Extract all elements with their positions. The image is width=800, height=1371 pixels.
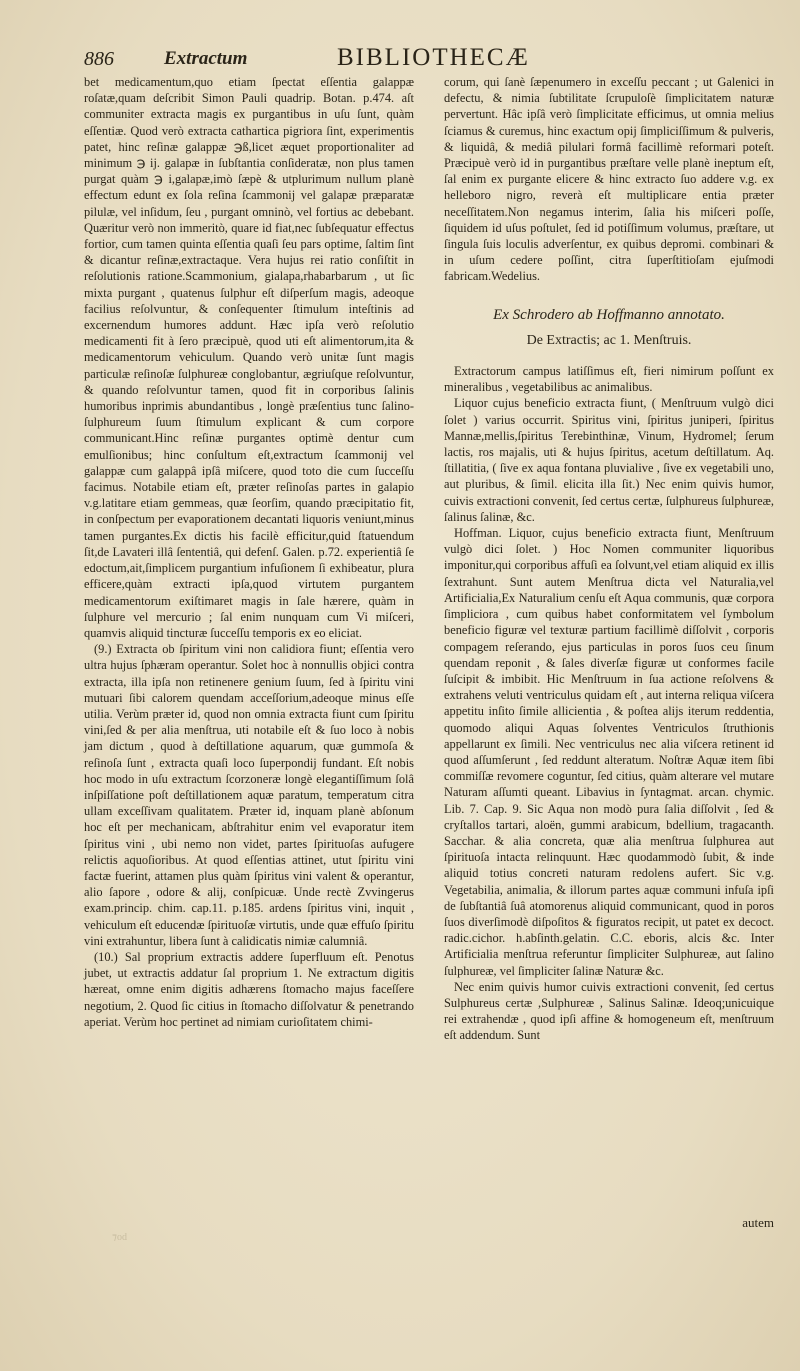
section-heading: Ex Schrodero ab Hoffmanno annotato.: [493, 306, 725, 323]
right-paragraph: Liquor cujus beneficio extracta fiunt, ( Menſtruum vulgò dici ſolet ) varius occurrit. Spiritus vini, ſpiritus juniperi, ſpiritus Mannæ,mellis,ſpiritus Terebinthinæ, Vinum, Hydromel; ſerum lactis, ros majalis, uti & hujus ſpiritus, acetum deſtillatum. Aq. ſtillatitia, ( ſive ex aqua fontana pluvialive , ſive ex vegetabili uno, aut pluribus, & ſimil. elicita illa ſit.) Nec enim quivis humor, cuivis extractioni convenit, ſed certus certæ, ſulphureus ſulphureæ, ſalinus ſalinæ, &c.: [444, 396, 774, 524]
right-column: [444, 74, 774, 1044]
section-subheading: De Extractis; ac 1. Menſtruis.: [526, 332, 692, 348]
left-paragraph: bet medicamentum,quo etiam ſpectat eſſentia galappæ roſatæ,quam deſcribit Simon Pauli quadrip. Botan. p.474. aſt communiter extracta magis ex purgantibus in uſu ſunt, quàm eſſentiæ. Quod verò extracta cathartica pigriora ſint, experimentis patet, hinc reſinæ galappæ ℈ß,licet æquet proportionaliter ad minimum ℈ ij. galapæ in ſubſtantia conſideratæ, non plus tamen purgat quàm ℈ i,galapæ,imò ſæpè & utplurimum nullum planè effectum edunt ex ſola reſina ſcammonij vel galapæ præparatæ pilulæ, vel inſidum, ſeu , purgant omninò, vel fortius ac debebant. Quæritur verò non immeritò, quare id fiat,nec ſubſequatur effectus fortior, cum tamen quinta eſſentia quaſi ſeu pars optime, ſaltim ſint & dicantur reſinæ,extractaque. Vera hujus rei ratio conſiſtit in reſolutionis ratione.Scammonium, gialapa,rhabarbarum , ut ſic mixta purgant , quatenus ſulphur eſt diſperſum magis, adeoque facilius reſolvuntur, & conſequenter ſtimulum inteſtinis ad excernendum humores addunt. Hæc ipſa verò reſolutio medicamenti fit à ſero præcipuè, quod uti eſt alimentorum,ita & medicamentorum vehiculum. Quando verò unitæ ſunt magis particulæ reſinoſæ ſulphureæ conglobantur, ægriuſque reſolvuntur, & quando reſolvuntur tamen, quod fit in corporibus ſalinis humoribus inprimis abundantibus , longè præſentius tunc ſalino-ſulphureum ſuum ſtimulum explicant & cum corpore communicant.Hinc reſinæ purgantes optimè dentur cum emulſionibus; hinc conſultum eſt,extractum ſcammonij vel galappæ cum galappâ ipſâ miſcere, quod toto die cum ſucceſſu facimus. Notabile etiam eſt, præter reſinoſas partes in galapio v.g.latitare etiam gemmeas, quæ ſeorſim, quando præcipitatio fit, in conſpectum per evaporationem decantati liquoris veniunt,minus tamen purgantes.Ex dictis his facilè efficitur,quid ſtatuendum ſit,de Lavateri illâ ſententiâ, qui defenſ. Galen. p.72. experientiâ ſe edoctum,ait,ſimplicem purgantium infuſionem ſi exhibeatur, plura efficere,quàm extracti ipſa,quod virtutem purgantem medicamentorum exiſtimaret magis in ſale hærere, quàm in ſulphure vel mercurio ; ſal enim nunquam cum Vi miſceri, quamvis aliquid tincturæ ſucceſſu temporis ex eo eliciat.: [84, 75, 414, 640]
catchword: autem: [742, 1215, 774, 1230]
right-paragraph: Extractorum campus latiſſimus eſt, fieri nimirum poſſunt ex mineralibus , vegetabilibus ac animalibus.: [444, 364, 774, 395]
right-paragraph: Nec enim quivis humor cuivis extractioni convenit, ſed certus Sulphureus certæ ,Sulphureæ , Salinus Salinæ. Ideoq;unicuique rei extrahendæ , quod ipſi affine & homogeneum eſt, menſtruum eſt addendum. Sunt: [444, 979, 774, 1043]
running-head: Extractum: [164, 48, 248, 69]
page-number: 886: [84, 48, 114, 70]
left-paragraph: (10.) Sal proprium extractis addere ſuperfluum eſt. Penotus jubet, ut extractis addatur ſal proprium 1. Ne extractum digitis hæreat, omne enim digitis adhærens ſtomacho majus faceſſere negotium, 2. Quod ſic citius in ſtomacho diſſolvatur & penetrando aperiat. Verùm hoc pertinet ad nimiam curioſitatem chimi-: [84, 949, 414, 1029]
left-paragraph: (9.) Extracta ob ſpiritum vini non calidiora fiunt; eſſentia vero ultra hujus ſphæram operantur. Solet hoc à nonnullis objici contra extracta, illa ipſa non retinenere genium ſuum, ſed à ſpiritu vini mutuari ſibi calorem quendam acceſſorium,adeoque minus eſſe utilia. Verùm præter id, quod non omnia extracta fiunt cum ſpiritu vini,ſed & per alia menſtrua, uti notabile eſt & ſuo loco à nobis jam dictum , quod à deſtillatione aquarum, quæ gummoſa & reſinoſa ſunt , extracta quaſi loco ſuperpondij fundant. Eſt nobis hoc modo in uſu extractum ſcorzoneræ longè elegantiſſimum ſolâ inſpiſſatione poſt deſtillationem aquæ paratum, temperatum citra ullam exceſſivam qualitatem. Præter id, inquam planè abſonum hoc eſt per mechanicam, abſtrahitur enim vel evaporatur item ſpiritus vini , ubi nemo non videt, partes ſpirituoſas aufugere relictis aquoſioribus. At quod eſſentias attinet, utut ſpiritu vini factæ fuerint, attamen plus quàm ſpiritus vini valent & operantur, alio ſapore , odore & alij, conſpicuæ. Unde rectè Zvvingerus exam.princip. chim. cap.11. p.185. ardens ſpiritus vini, inquit , vehiculum eſt educendæ ſpirituoſæ virtutis, unde quæ effuſo ſpiritu vini extrahuntur, libera ſunt à calidicatis nimiæ calumniâ.: [84, 642, 414, 948]
right-paragraph: Hoffman. Liquor, cujus beneficio extracta fiunt, Menſtruum vulgò dici ſolet. ) Hoc Nomen communiter liquoribus imponitur,qui corporibus affuſi ea ſolvunt,vel etiam aliquid ex illis ſextrahunt. Sunt autem Menſtrua dicta vel Naturalia,vel Artificialia,Ex Naturalium cenſu eſt Aqua communis, quæ corpora ſimpliciora , cum quibus habet conformitatem vel ſymbolum beneficio figuræ vel texturæ partium facillimè diſſolvit , corporis compagem reſerando, ejus particulas in poros ſuos ceu ſinum quendam reponit , & ſales diverſæ figuræ ut conformes facile ſuſcipit & imbibit. Hic Menſtruum in ſua actione reſolvens & extrahens veluti ventriculus quidam eſt , aut interna reliqua viſcera appetitu inſito ſimile allicientia , & poſtea alijs iterum reddentia, quomodo aliqui Aquas ſolventes Ventriculos ſtruthionis appellarunt ex ſimili. Nec ventriculus nec alia viſcera retinent id quod aſſumſerunt , ſed reddunt alteratum. Noſtræ Aquæ item ſibi commiſſæ revomere coguntur, ſed citius, quàm alterare vel mutare Naturam aſſumti queant. Libavius in ſyntagmat. arcan. chymic. Lib. 7. Cap. 9. Sic Aqua non modò pura ſalia diſſolvit , ſed & cryſtallos tartari, aloën, gummi arabicum, bdellium, tragacanth. Sacchar. & alia concreta, quæ alia menſtrua ſulphurea aut ſpirituoſa intacta relinquunt. Hæc quodammodò ſubit, & inde aliquid totius concreti naturam redolens aufert. Sic v.g. Vegetabilia, animalia, & illorum partes aquæ communi infuſa ipſi de ſubſtantiâ ſuâ atomorenus aliquid communicant, quod in poros ſuos diverſimodè diſpoſitos & figuratos recipit, ut patet ex decoct. radic.cichor. h.abſinth.gelatin. C.C. eboris, alcis &c. Inter Artificialia menſtrua referuntur ſimpliciter Sulphureæ, aut ſalino ſulphureæ, vel ſimpliciter ſalinæ Naturæ &c.: [444, 526, 774, 978]
right-intro-paragraph: corum, qui ſanè ſæpenumero in exceſſu peccant ; ut Galenici in defectu, & nimia ſubtilitate ſcrupuloſè ſimplicitatem naturæ pervertunt. Hâc ipſâ verò ſimplicitate efficimus, ut omnia melius ſciamus & curemus, hinc exactum opij ſimpliciſſimum & pulveris, & liquidâ, & mediâ pilulari formâ facillimè reformari poteſt. Præcipuè verò id in purgantibus præſtare velle planè ineptum eſt, ſal enim ex purgante elicere & hinc extracto ſuo addere v.g. ex helleboro nigro, reverà eſt multiplicare entia præter neceſſitatem.Non negamus interim, ſalia his miſceri poſſe, ſiquidem id uſus poſtulet, ſed id potiſſimum volumus, præſtare, ut ſingula ſuis loculis adverſentur, ex quibus depromi. combinari & in uſum cedere poſſint, citra ſuperſtitioſam ejuſmodi fabricam.Wedelius.: [444, 75, 774, 284]
marginal-mark: ⁊od: [112, 1232, 127, 1243]
page-title: BIBLIOTHECÆ: [337, 44, 530, 71]
page-header: [84, 44, 774, 74]
left-column: [84, 74, 414, 1030]
